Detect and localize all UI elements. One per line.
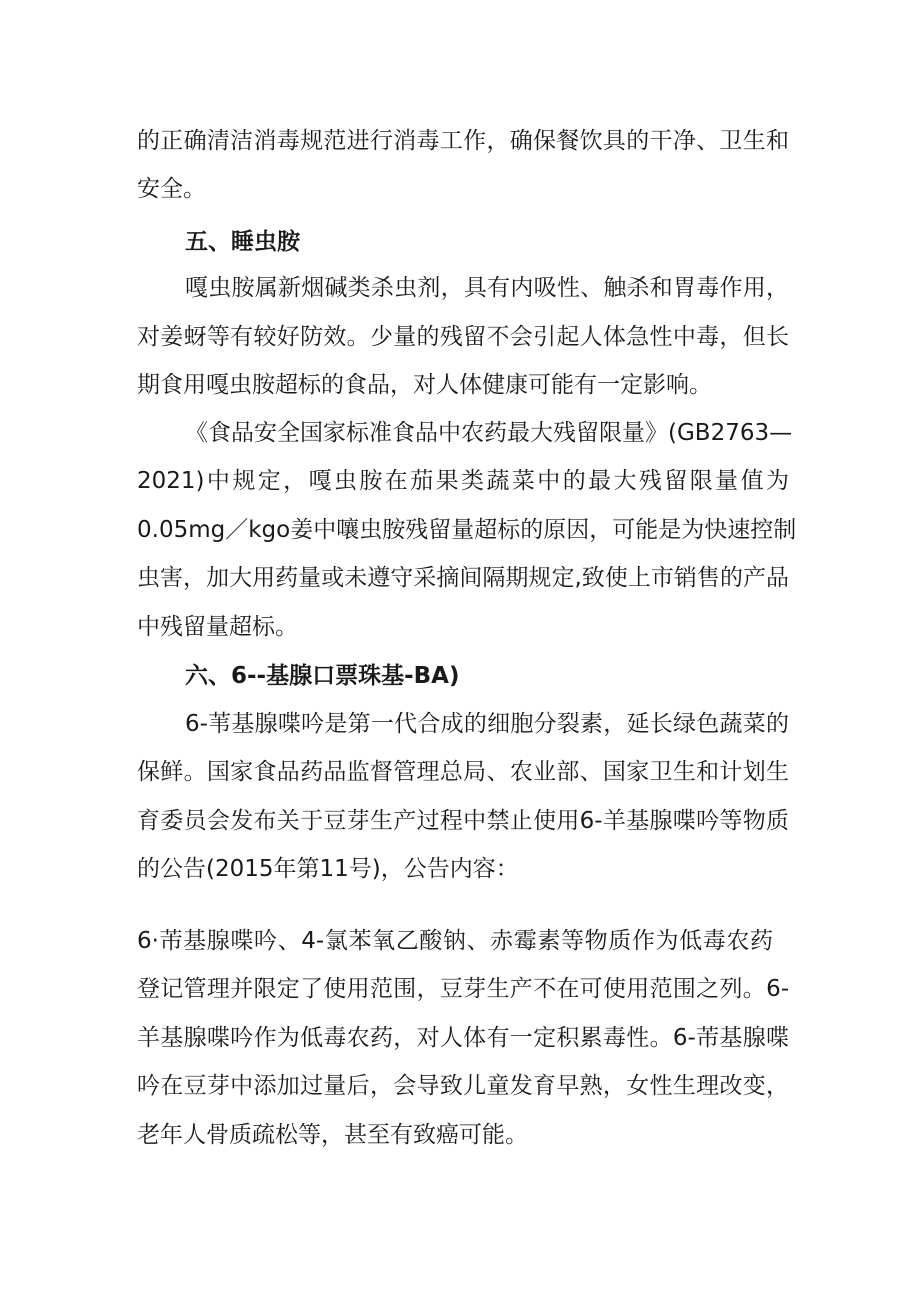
paragraph-line: 安全。: [137, 176, 206, 202]
section-heading-6: 六、6--基腺口票珠基-BA): [185, 663, 460, 689]
paragraph-line: 6·芾基腺喋吟、4-氯苯氧乙酸钠、赤霉素等物质作为低毒农药: [137, 928, 773, 954]
paragraph-line: 2021)中规定，嘎虫胺在茄果类蔬菜中的最大残留限量值为: [137, 468, 789, 494]
paragraph-line: 登记管理并限定了使用范围，豆芽生产不在可使用范围之列。6-: [137, 976, 789, 1002]
paragraph-line: 嘎虫胺属新烟碱类杀虫剂，具有内吸性、触杀和胃毒作用，: [185, 275, 789, 301]
paragraph-line: 0.05mg／kgo姜中嚷虫胺残留量超标的原因，可能是为快速控制: [137, 517, 797, 543]
paragraph-line: 保鲜。国家食品药品监督管理总局、农业部、国家卫生和计划生: [137, 759, 789, 785]
paragraph-line: 《食品安全国家标准食品中农药最大残留限量》(GB2763—: [185, 420, 793, 446]
paragraph-line: 虫害，加大用药量或未遵守采摘间隔期规定,致使上市销售的产品: [137, 565, 789, 591]
paragraph-line: 6-苇基腺喋吟是第一代合成的细胞分裂素，延长绿色蔬菜的: [185, 711, 789, 737]
paragraph-line: 育委员会发布关于豆芽生产过程中禁止使用6-羊基腺喋吟等物质: [137, 808, 789, 834]
paragraph-line: 对姜蚜等有较好防效。少量的残留不会引起人体急性中毒，但长: [137, 324, 789, 350]
paragraph-line: 吟在豆芽中添加过量后，会导致儿童发育早熟，女性生理改变，: [137, 1073, 789, 1099]
paragraph-line: 期食用嘎虫胺超标的食品，对人体健康可能有一定影响。: [137, 372, 712, 398]
paragraph-line: 的正确清洁消毒规范进行消毒工作，确保餐饮具的干净、卫生和: [137, 128, 789, 154]
section-heading-5: 五、睡虫胺: [185, 229, 300, 255]
paragraph-line: 的公告(2015年第11号)，公告内容：: [137, 856, 519, 882]
paragraph-line: 中残留量超标。: [137, 614, 298, 640]
paragraph-line: 羊基腺喋吟作为低毒农药，对人体有一定积累毒性。6-芾基腺喋: [137, 1025, 789, 1051]
paragraph-line: 老年人骨质疏松等，甚至有致癌可能。: [137, 1122, 528, 1148]
